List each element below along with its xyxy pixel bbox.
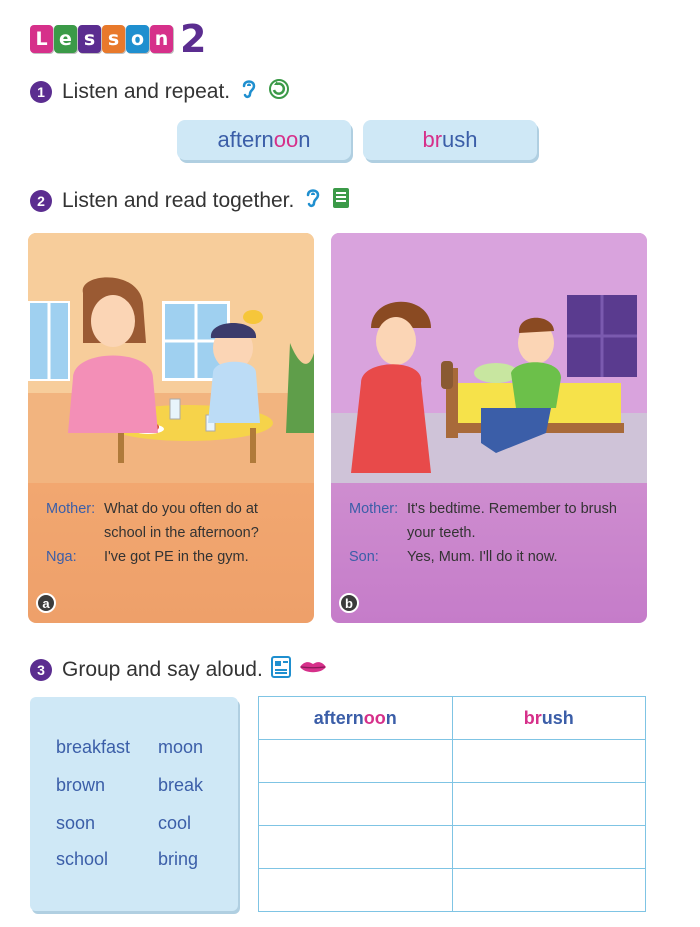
- section-3-heading: [30, 656, 327, 683]
- dialogue-panel-b: [331, 233, 647, 623]
- lesson-number: 2: [180, 17, 207, 61]
- dialogue-line: Nga: I've got PE in the gym.: [46, 549, 249, 565]
- table-cell[interactable]: [452, 869, 646, 912]
- word-item[interactable]: bring: [158, 849, 199, 869]
- section-3-instruction: Group and say aloud.: [62, 657, 263, 681]
- book-icon[interactable]: [332, 187, 350, 214]
- ear-icon[interactable]: [238, 77, 260, 106]
- word-card-brush[interactable]: br ush: [363, 120, 537, 160]
- panel-label-a: a: [36, 593, 56, 613]
- section-number-badge: 2: [30, 190, 52, 212]
- illustration-mother-and-nga: [28, 233, 314, 483]
- repeat-icon[interactable]: [268, 78, 290, 105]
- table-cell[interactable]: [259, 783, 453, 826]
- illustration-mother-and-son: [331, 233, 647, 483]
- card-icon[interactable]: [271, 656, 291, 683]
- lesson-letter: s: [78, 25, 101, 53]
- word-item[interactable]: cool: [158, 813, 192, 833]
- column-header-afternoon: afternoon: [259, 697, 453, 740]
- word-bank: [30, 697, 238, 911]
- column-header-brush: brush: [452, 697, 646, 740]
- lips-icon[interactable]: [299, 659, 327, 680]
- word-item[interactable]: school: [56, 849, 109, 869]
- lesson-letter: o: [126, 25, 149, 53]
- word-item[interactable]: soon: [56, 813, 96, 833]
- table-row: [259, 783, 646, 826]
- dialogue-line: your teeth.: [407, 525, 476, 541]
- dialogue-line: school in the afternoon?: [104, 525, 259, 541]
- lesson-letter: n: [150, 25, 173, 53]
- table-row: [259, 826, 646, 869]
- table-header-row: [259, 697, 646, 740]
- table-cell[interactable]: [452, 783, 646, 826]
- word-card-afternoon[interactable]: aftern oo n: [177, 120, 351, 160]
- lesson-letter: s: [102, 25, 125, 53]
- dialogue-line: Mother: What do you often do at: [46, 501, 258, 517]
- table-cell[interactable]: [259, 826, 453, 869]
- section-2-heading: [30, 186, 350, 215]
- section-number-badge: 3: [30, 659, 52, 681]
- table-row: [259, 869, 646, 912]
- lesson-letter: L: [30, 25, 53, 53]
- ear-icon[interactable]: [302, 186, 324, 215]
- sorting-table: [258, 696, 646, 912]
- table-cell[interactable]: [452, 740, 646, 783]
- word-item[interactable]: break: [158, 775, 204, 795]
- word-item[interactable]: breakfast: [56, 737, 131, 757]
- section-1-heading: [30, 77, 290, 106]
- section-1-instruction: Listen and repeat.: [62, 79, 231, 103]
- panel-label-b: b: [339, 593, 359, 613]
- section-2-instruction: Listen and read together.: [62, 188, 295, 212]
- lesson-letter: e: [54, 25, 77, 53]
- table-cell[interactable]: [259, 869, 453, 912]
- dialogue-text-a: [46, 497, 259, 569]
- dialogue-panel-a: [28, 233, 314, 623]
- table-row: [259, 740, 646, 783]
- table-cell[interactable]: [452, 826, 646, 869]
- dialogue-text-b: [349, 497, 617, 569]
- dialogue-line: Son: Yes, Mum. I'll do it now.: [349, 549, 558, 565]
- word-item[interactable]: brown: [56, 775, 106, 795]
- table-cell[interactable]: [259, 740, 453, 783]
- dialogue-line: Mother: It's bedtime. Remember to brush: [349, 501, 617, 517]
- word-item[interactable]: moon: [158, 737, 204, 757]
- section-number-badge: 1: [30, 81, 52, 103]
- lesson-title: [30, 17, 207, 61]
